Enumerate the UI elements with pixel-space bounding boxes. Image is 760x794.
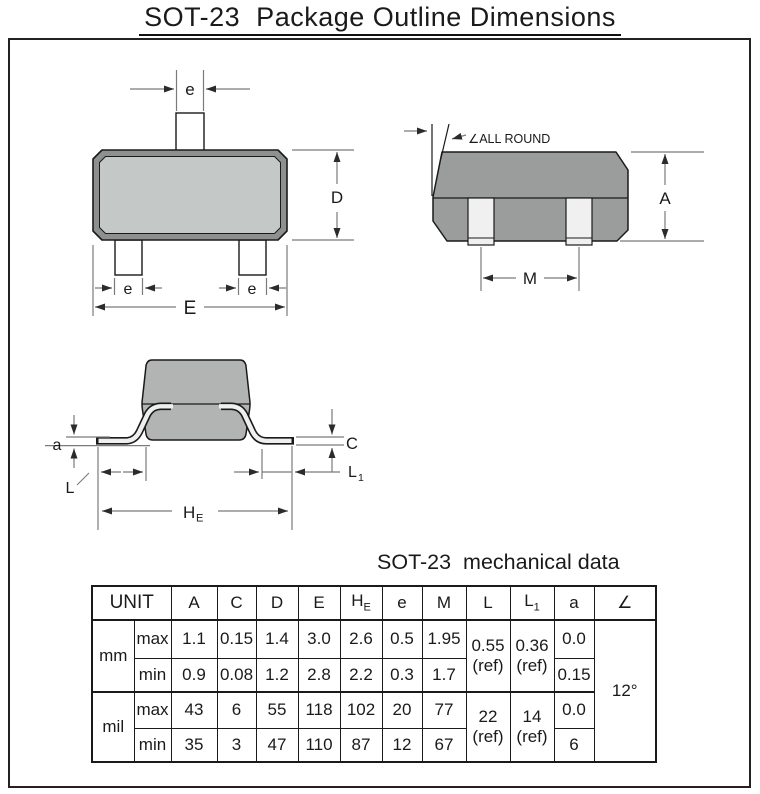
front-dim-e-top-label: e (185, 80, 195, 99)
col-header-HE: $H_E$ (340, 586, 382, 620)
unit-mil: mil (92, 692, 134, 762)
front-top-pin (176, 113, 204, 153)
cell-mil-min-a: 6 (554, 728, 594, 762)
cell-mm-max-D: 1.4 (256, 620, 298, 658)
col-header-a: a (554, 586, 594, 620)
side-dim-L (77, 447, 146, 530)
front-dim-e-right-label: e (247, 281, 257, 298)
mechanical-data-table (91, 585, 657, 763)
mm-max-label: max (134, 620, 171, 658)
cell-mil-min-HE: 87 (340, 728, 382, 762)
front-bottom-pin-left (115, 240, 142, 275)
col-header-unit: UNIT (92, 586, 171, 620)
side-dim-C-label: C (346, 435, 358, 453)
side-dim-C (296, 409, 344, 472)
mil-max-label: max (134, 692, 171, 728)
cell-mm-max-E: 3.0 (298, 620, 340, 658)
cell-mm-min-M: 1.7 (422, 658, 466, 692)
row-mm-min (92, 658, 656, 692)
perspective-pin-right (566, 198, 592, 245)
col-header-E: E (298, 586, 340, 620)
col-header-angle: ∠ (594, 586, 656, 620)
cell-mm-min-e: 0.3 (382, 658, 422, 692)
front-dim-D-label: D (330, 188, 344, 207)
cell-mm-min-D: 1.2 (256, 658, 298, 692)
page-title: SOT-23 Package Outline Dimensions (139, 2, 621, 36)
perspective-all-round-label: ∠ALL ROUND (468, 132, 551, 146)
side-dim-L1-sub: 1 (358, 472, 364, 484)
perspective-body (433, 152, 628, 241)
perspective-pin-left (468, 198, 494, 245)
front-bottom-pin-right (239, 240, 266, 275)
cell-mil-min-M: 67 (422, 728, 466, 762)
package-outline-drawing (0, 38, 760, 583)
front-dim-D (292, 150, 354, 240)
side-dim-L-label: L (65, 480, 75, 497)
col-header-e: e (382, 586, 422, 620)
cell-angle-value: 12° (594, 620, 656, 762)
cell-mm-max-C: 0.15 (217, 620, 256, 658)
row-mil-max (92, 692, 656, 728)
side-dim-HE-label: H (183, 503, 196, 522)
side-dim-a-label: a (52, 437, 62, 454)
unit-mm: mm (92, 620, 134, 692)
cell-mil-min-A: 35 (171, 728, 217, 762)
perspective-dim-A-label: A (659, 189, 671, 208)
cell-mil-min-e: 12 (382, 728, 422, 762)
mil-min-label: min (134, 728, 171, 762)
cell-mil-L: 22 (ref) (466, 692, 510, 762)
col-header-M: M (422, 586, 466, 620)
cell-mil-max-a: 0.0 (554, 692, 594, 728)
cell-mil-max-M: 77 (422, 692, 466, 728)
side-dim-L1-label: L (348, 464, 357, 481)
cell-mm-max-a: 0.0 (554, 620, 594, 658)
cell-mil-max-E: 118 (298, 692, 340, 728)
page-title-wrap (0, 2, 760, 36)
cell-mm-min-HE: 2.2 (340, 658, 382, 692)
mechanical-data-heading: SOT-23 mechanical data (377, 550, 620, 574)
mm-min-label: min (134, 658, 171, 692)
col-header-A: A (171, 586, 217, 620)
row-mil-min (92, 728, 656, 762)
col-header-L: L (466, 586, 510, 620)
perspective-dim-M-label: M (522, 269, 538, 288)
cell-mm-max-A: 1.1 (171, 620, 217, 658)
front-dim-e-left-label: e (123, 281, 133, 298)
cell-mm-max-e: 0.5 (382, 620, 422, 658)
cell-mm-min-C: 0.08 (217, 658, 256, 692)
cell-mm-max-M: 1.95 (422, 620, 466, 658)
front-view (93, 70, 354, 319)
cell-mil-max-A: 43 (171, 692, 217, 728)
side-view (45, 360, 364, 530)
cell-mil-max-HE: 102 (340, 692, 382, 728)
cell-mm-min-a: 0.15 (554, 658, 594, 692)
col-header-L1: $L_1$ (510, 586, 554, 620)
cell-mil-min-D: 47 (256, 728, 298, 762)
cell-mil-max-e: 20 (382, 692, 422, 728)
front-body-inner (100, 157, 281, 234)
side-dim-HE-sub: E (196, 512, 204, 525)
side-body (142, 360, 250, 440)
cell-mm-L: 0.55 (ref) (466, 620, 510, 692)
col-header-D: D (256, 586, 298, 620)
cell-mil-min-C: 3 (217, 728, 256, 762)
cell-mm-min-A: 0.9 (171, 658, 217, 692)
table-header-row (92, 586, 656, 620)
cell-mil-max-D: 55 (256, 692, 298, 728)
cell-mil-L1: 14 (ref) (510, 692, 554, 762)
side-dim-L1 (234, 446, 340, 530)
cell-mil-min-E: 110 (298, 728, 340, 762)
cell-mm-L1: 0.36 (ref) (510, 620, 554, 692)
row-mm-max (92, 620, 656, 658)
cell-mm-max-HE: 2.6 (340, 620, 382, 658)
perspective-view (404, 124, 704, 291)
cell-mil-max-C: 6 (217, 692, 256, 728)
front-dim-E-label: E (183, 298, 197, 319)
cell-mm-min-E: 2.8 (298, 658, 340, 692)
col-header-C: C (217, 586, 256, 620)
